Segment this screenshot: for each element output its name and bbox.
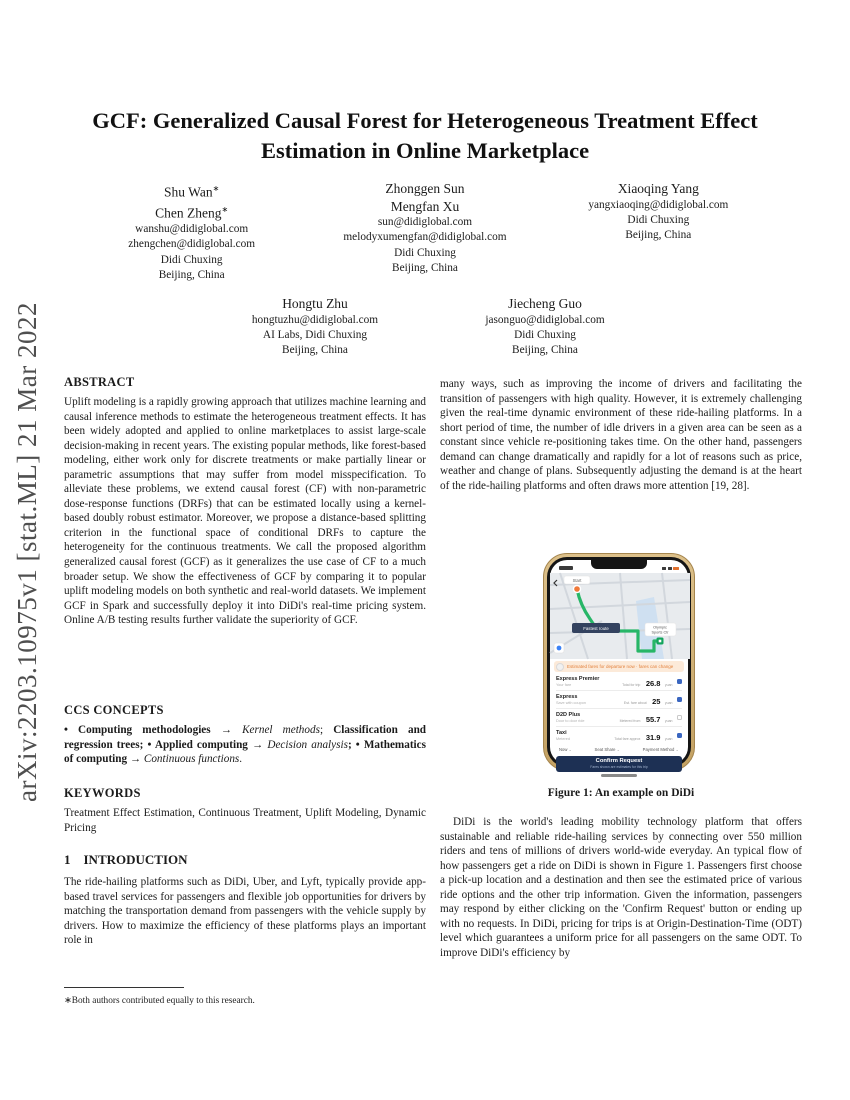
- authors-row-1: [75, 180, 775, 283]
- notice-icon: [556, 663, 564, 671]
- ride-name: D2D Plus: [556, 712, 581, 718]
- depart-time-link: Now ⌄: [559, 747, 572, 752]
- right-paragraph-1: many ways, such as improving the income of drivers and facilitating the transition of passengers with high quality. However, it is extremely challenging given the real-time dynamic environment of these ride-hailing platforms. In a short period of time, the number of idle drivers in a given area can be seen as a constant since vehicle re-positioning takes time. On the other hand, passengers demand can change dramatically and rapidly for a lot of reasons such as price, weather and change of plans. Subsequently adjusting the demand is at the heart of the ride-hailing platforms and often draws more attention [19, 28].: [440, 378, 802, 492]
- ride-price: 55.7: [645, 714, 661, 724]
- ride-price-unit: yuan: [664, 736, 673, 741]
- author-email: zhengchen@didiglobal.com: [128, 238, 256, 251]
- ride-option-row: [556, 691, 682, 709]
- ride-checkbox: [677, 733, 683, 739]
- ride-checkbox: [677, 697, 683, 703]
- phone-screen: [550, 560, 688, 770]
- author-email: yangxiaoqing@didiglobal.com: [588, 198, 729, 211]
- author-block: [200, 295, 430, 358]
- author-block: [75, 180, 308, 283]
- locate-button: [554, 643, 564, 653]
- keywords-heading: KEYWORDS: [64, 786, 141, 800]
- phone-notch: [591, 560, 647, 569]
- svg-text:Olympic: Olympic: [653, 625, 667, 630]
- seat-share-link: Seat Share ⌄: [595, 747, 621, 752]
- abstract-text: Uplift modeling is a rapidly growing approach that utilizes machine learning and causal inference methods to estimate the heterogeneous treatment effects. It has been widely adopted and applied to online marketplaces to assist large-scale decision-making in recent years. The existing popular methods, like forest-based modeling, either work only for discrete treatments or make partially linear or parametric assumptions that may suffer from model misspecification. To alleviate these problems, we extend causal forest (CF) with non-parametric dose-response functions (DRFs) that can be estimated locally using a kernel-based doubly robust estimator. Moreover, we propose a distance-based splitting criterion in the functional space of conditional DRFs to capture the heterogeneity for the continuous treatments. We call the proposed algorithm generalized causal forest (GCF) as it generalizes the use case of CF to a much broader setup. We show the effectiveness of GCF by comparing it to popular uplift modeling models on both synthetic and real-world datasets. We implement GCF in Spark and successfully deploy it into DiDi's real-time pricing system. Online A/B testing results further validate the superiority of GCF.: [64, 396, 426, 627]
- author-affiliation: Didi Chuxing: [394, 246, 456, 259]
- ride-price: 31.9: [645, 732, 661, 742]
- ride-name: Express Premier: [556, 676, 600, 682]
- ride-checkbox: [677, 715, 683, 721]
- ride-price: 25: [652, 696, 661, 706]
- ride-price-unit: yuan: [664, 718, 673, 723]
- ride-subtext: Metered: [556, 736, 570, 741]
- author-affiliation: Didi Chuxing: [514, 328, 576, 341]
- authors-row-2: [200, 295, 660, 358]
- svg-text:Start: Start: [572, 578, 582, 583]
- arxiv-sidebar-label: arXiv:2203.10975v1 [stat.ML] 21 Mar 2022: [12, 302, 42, 802]
- ride-options-list: [550, 673, 688, 744]
- ride-option-row: [556, 709, 682, 727]
- figure-phone-mockup: [543, 553, 695, 771]
- signal-icon: [662, 567, 666, 570]
- introduction-text: The ride-hailing platforms such as DiDi, Uber, and Lyft, typically provide app-based travel services for passengers and flexible job opportunities for drivers by matching the transportation demand from passengers with the vehicle supply by drivers. How to maximize the efficiency of these platforms plays an important role in: [64, 876, 426, 947]
- ride-option-row: [556, 727, 682, 744]
- equal-contrib-asterisk: ∗: [221, 205, 229, 214]
- ride-option-row: [556, 673, 682, 691]
- ride-subtext: Save with coupon: [556, 700, 586, 705]
- author-block: [308, 180, 541, 283]
- ride-note: Est. fare about: [623, 700, 647, 705]
- author-affiliation: AI Labs, Didi Chuxing: [262, 328, 368, 341]
- destination-pin: [657, 638, 664, 645]
- confirm-request-button: [556, 756, 682, 772]
- paper-title: GCF: Generalized Causal Forest for Heterogeneous Treatment Effect Estimation in Online Marketplace: [92, 108, 758, 163]
- author-email: sun@didiglobal.com: [377, 216, 473, 228]
- destination-label: [645, 623, 676, 636]
- author-name: Shu Wan: [164, 184, 213, 200]
- author-affiliation: Beijing, China: [392, 261, 458, 274]
- fare-notice-banner: [554, 661, 684, 672]
- ccs-heading: CCS CONCEPTS: [64, 703, 164, 717]
- ride-checkbox: [677, 679, 683, 685]
- ride-price: 26.8: [645, 678, 661, 688]
- right-paragraph-2: DiDi is the world's leading mobility technology platform that offers sustainable and reliable ride-hailing services by connecting over 550 million riders and tens of millions of drivers world-wide everyday. An typical flow of how passengers get a ride on DiDi is shown in Figure 1. Passengers first choose a pick-up location and a destination and then see the estimated price of various ride options and the other trip information. Given the information, passengers may respond by either clicking on the 'Confirm Request' button or ending up with no requests. In DiDi, pricing for trips is at Origin-Destination-Time (ODT) level which guarantees a uniform price for all passengers on the same ODT. To improve DiDi's efficiency by: [440, 816, 802, 959]
- ccs-text: • Computing methodologies → Kernel methods; Classification and regression trees; • Applied computing → Decision analysis; • Mathematics of computing → Continuous functions.: [64, 724, 427, 766]
- author-affiliation: Beijing, China: [158, 268, 225, 281]
- author-email: jasonguo@didiglobal.com: [485, 313, 605, 326]
- map-view: [550, 573, 688, 659]
- ride-price-unit: yuan: [664, 682, 673, 687]
- author-name: Hongtu Zhu: [282, 296, 348, 311]
- author-name: Jiecheng Guo: [508, 296, 582, 311]
- author-email: hongtuzhu@didiglobal.com: [251, 313, 379, 326]
- wifi-icon: [668, 567, 672, 570]
- phone-bezel: [547, 557, 691, 770]
- ride-name: Express: [556, 694, 578, 700]
- author-affiliation: Didi Chuxing: [627, 213, 690, 226]
- section-number: 1: [64, 852, 71, 867]
- ride-subtext: Your fare: [556, 682, 572, 687]
- footnote-divider: [64, 987, 184, 988]
- pickup-pin: [573, 585, 581, 593]
- svg-text:Sports Ctr: Sports Ctr: [651, 630, 669, 635]
- ride-note: Total fare approx: [614, 736, 641, 741]
- status-icons: [662, 567, 679, 570]
- battery-icon: [673, 567, 679, 570]
- confirm-button-label: Confirm Request: [595, 758, 643, 765]
- footnote-text: ∗Both authors contributed equally to this research.: [64, 996, 255, 1006]
- equal-contrib-asterisk: ∗: [212, 184, 220, 193]
- author-email: melodyxumengfan@didiglobal.com: [343, 231, 507, 244]
- author-block: [542, 180, 775, 283]
- author-name: Mengfan Xu: [390, 198, 460, 214]
- ride-note: Metered from: [619, 718, 641, 723]
- abstract-heading: ABSTRACT: [64, 375, 135, 389]
- keywords-text: Treatment Effect Estimation, Continuous Treatment, Uplift Modeling, Dynamic Pricing: [64, 807, 426, 834]
- ride-note: Total for trip: [622, 682, 641, 687]
- ride-price-unit: yuan: [664, 700, 673, 705]
- section-title: INTRODUCTION: [83, 852, 188, 867]
- eta-badge: [572, 623, 620, 633]
- status-time-icon: [559, 566, 573, 570]
- ride-subtext: Door to door ride: [556, 718, 585, 723]
- banner-text: Estimated fares for departure now · fares can change: [567, 664, 674, 669]
- author-name: Chen Zheng: [155, 205, 222, 221]
- author-affiliation: Beijing, China: [512, 344, 578, 357]
- map-graphic: [550, 573, 690, 659]
- author-affiliation: Beijing, China: [282, 344, 348, 357]
- author-affiliation: Didi Chuxing: [160, 253, 223, 266]
- introduction-heading: [64, 852, 426, 868]
- trip-options-bar: [550, 744, 688, 754]
- figure-caption: Figure 1: An example on DiDi: [547, 787, 695, 799]
- home-indicator: [601, 774, 637, 777]
- author-name: Xiaoqing Yang: [617, 181, 699, 196]
- author-name: Zhonggen Sun: [385, 181, 465, 196]
- confirm-button-subtext: Fares shown are estimates for this trip: [590, 765, 648, 770]
- author-block: [430, 295, 660, 358]
- author-email: wanshu@didiglobal.com: [135, 223, 249, 235]
- payment-method-link: Payment Method ⌄: [643, 747, 679, 752]
- ride-name: Taxi: [556, 730, 567, 736]
- pickup-label: [564, 576, 590, 584]
- author-affiliation: Beijing, China: [625, 229, 692, 242]
- svg-text:Fastest route: Fastest route: [583, 626, 609, 631]
